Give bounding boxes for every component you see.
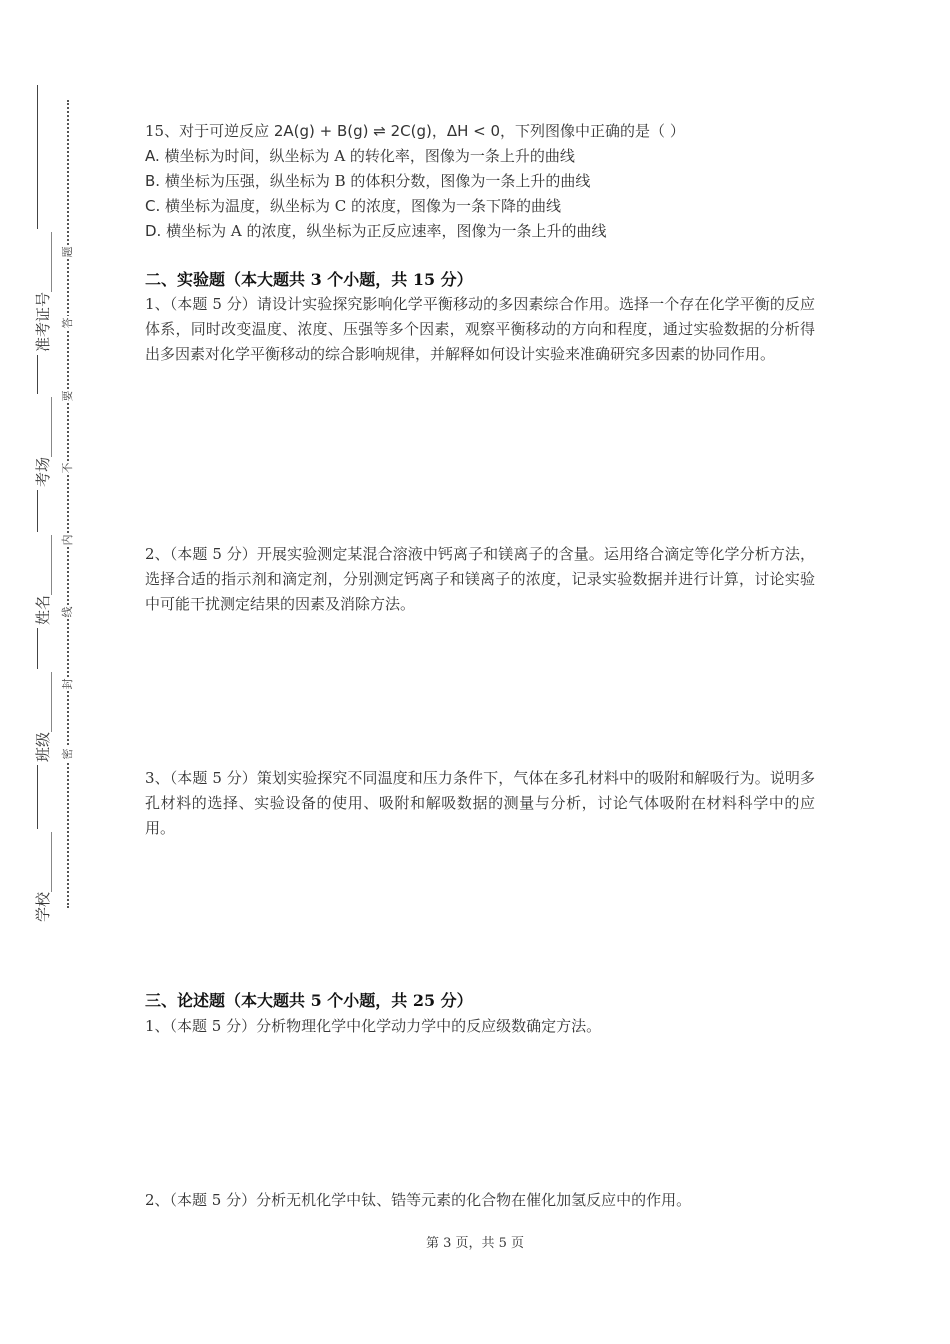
- seal-char: 内: [61, 534, 74, 546]
- seal-char: 不: [61, 462, 74, 474]
- field-label-exam-number: 准考证号________: [32, 229, 53, 355]
- section-2-title: 二、实验题（本大题共 3 个小题，共 15 分）: [145, 270, 473, 289]
- seal-char: 封: [61, 678, 74, 690]
- question-stem: [145, 119, 815, 144]
- section-2-question-3: 3、（本题 5 分）策划实验探究不同温度和压力条件下，气体在多孔材料中的吸附和解吸行为。说明多孔材料的选择、实验设备的使用、吸附和解吸数据的测量与分析，讨论气体吸附在材料科学中的应用。: [145, 769, 815, 837]
- stem-prefix: 15、对于可逆反应: [145, 122, 274, 140]
- seal-char: 题: [61, 246, 74, 258]
- section-3-question-2: 2、（本题 5 分）分析无机化学中钛、锆等元素的化合物在催化加氢反应中的作用。: [145, 1191, 692, 1209]
- field-label-class: 班级________: [32, 669, 53, 765]
- option-text: 横坐标为压强，纵坐标为 B 的体积分数，图像为一条上升的曲线: [164, 172, 591, 190]
- option-c: [145, 194, 815, 219]
- option-text: 横坐标为 A 的浓度，纵坐标为正反应速率，图像为一条上升的曲线: [166, 222, 607, 240]
- seal-char: 线: [61, 606, 74, 618]
- stem-suffix: 下列图像中正确的是（ ）: [515, 122, 685, 140]
- option-text: 横坐标为时间，纵坐标为 A 的转化率，图像为一条上升的曲线: [164, 147, 575, 165]
- section-2-question-1: 1、（本题 5 分）请设计实验探究影响化学平衡移动的多因素综合作用。选择一个存在化学平衡的反应体系，同时改变温度、浓度、压强等多个因素，观察平衡移动的方向和程度，通过实验数据的分析得出多因素对化学平衡移动的综合影响规律，并解释如何设计实验来准确研究多因素的协同作用。: [145, 295, 815, 363]
- section-3-question-1: 1、（本题 5 分）分析物理化学中化学动力学中的反应级数确定方法。: [145, 1017, 602, 1035]
- field-label-exam-room: 考场________: [32, 394, 53, 490]
- binding-dotted-line: [67, 100, 69, 908]
- binding-margin: [0, 0, 100, 1344]
- option-letter: B.: [145, 172, 165, 190]
- field-label-school: 学校________: [32, 829, 53, 925]
- question-15: [145, 119, 815, 244]
- reaction-formula: 2A(g) + B(g) ⇌ 2C(g)，ΔH < 0，: [273, 122, 516, 140]
- section-2-question-2: 2、（本题 5 分）开展实验测定某混合溶液中钙离子和镁离子的含量。运用络合滴定等化学分析方法，选择合适的指示剂和滴定剂，分别测定钙离子和镁离子的浓度，记录实验数据并进行计算，讨论实验中可能干扰测定结果的因素及消除方法。: [145, 545, 815, 613]
- option-letter: C.: [145, 197, 166, 215]
- option-b: [145, 169, 815, 194]
- option-d: [145, 219, 815, 244]
- seal-char: 要: [61, 390, 74, 402]
- page-number: 第 3 页，共 5 页: [425, 1236, 525, 1251]
- binding-solid-line: [37, 85, 38, 925]
- field-label-name: 姓名________: [32, 532, 53, 628]
- option-a: [145, 144, 815, 169]
- seal-char: 密: [61, 748, 74, 760]
- section-3-title: 三、论述题（本大题共 5 个小题，共 25 分）: [145, 991, 473, 1010]
- option-letter: D.: [145, 222, 167, 240]
- seal-char: 答: [61, 317, 74, 329]
- option-text: 横坐标为温度，纵坐标为 C 的浓度，图像为一条下降的曲线: [165, 197, 562, 215]
- option-letter: A.: [145, 147, 165, 165]
